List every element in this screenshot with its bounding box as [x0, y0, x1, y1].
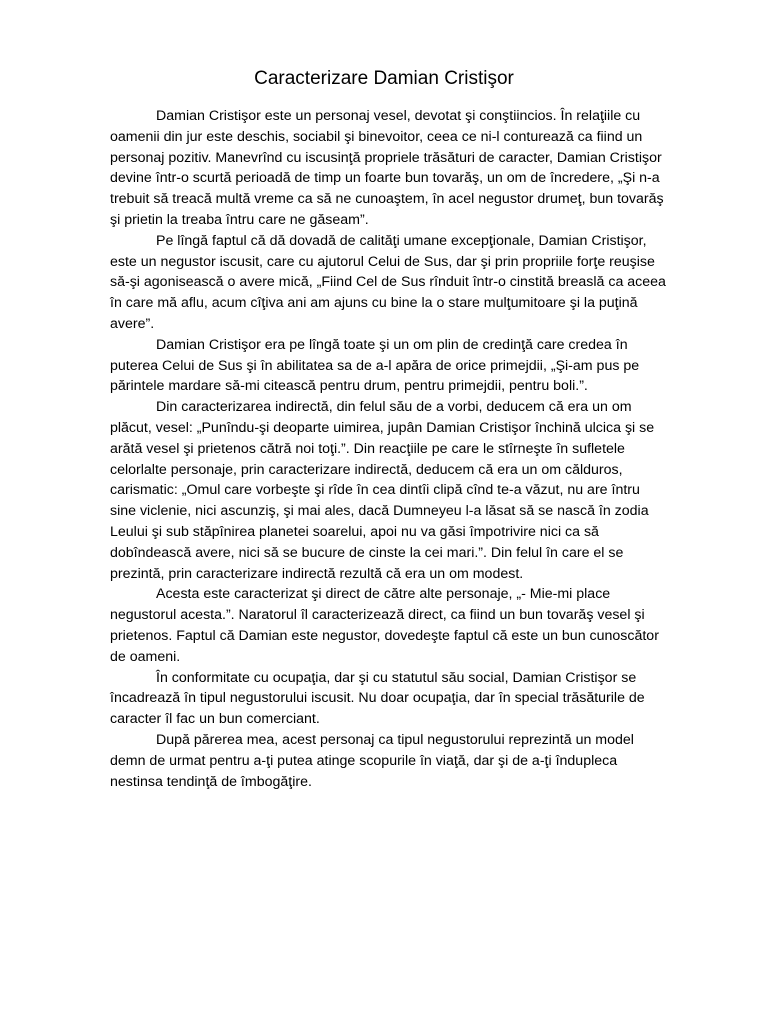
paragraph-4: Din caracterizarea indirectă, din felul său de a vorbi, deducem că era un om plăcut, vesel: „Punîndu-şi deoparte uimirea, jupân Damian Cristişor închină ulcica şi se arătă vesel şi prietenos cătră noi toţi.”. Din reacţiile pe care le stîrneşte în sufletele celorlalte personaje, prin caracterizare indirectă, deducem că era un om călduros, carismatic: „Omul care vorbeşte şi rîde în cea dintîi clipă cînd te-a văzut, nu are întru sine viclenie, nici ascunziş, şi mai ales, dacă Dumneyeu l-a lăsat să se nască în zodia Leului şi sub stăpînirea planetei soarelui, apoi nu va găsi împotrivire nici ca să dobîndească avere, nici să se bucure de cinste la cei mari.”. Din felul în care el se prezintă, prin caracterizare indirectă rezultă că era un om modest.	[110, 399, 655, 582]
paragraph-1: Damian Cristişor este un personaj vesel, devotat şi conştiincios. În relaţiile cu oamenii din jur este deschis, sociabil şi binevoitor, ceea ce ni-l conturează ca fiind un personaj pozitiv. Manevrînd cu iscusinţă propriele trăsături de caracter, Damian Cristişor devine într-o scurtă perioadă de timp un foarte bun tovarăş, un om de încredere, „Şi n-a trebuit să treacă multă vreme ca să ne cunoaştem, în acel negustor drumeţ, bun tovarăş şi prietin la treaba întru care ne găseam”.	[110, 108, 664, 228]
document-body	[110, 106, 666, 792]
paragraph-6: În conformitate cu ocupaţia, dar şi cu statutul său social, Damian Cristişor se încadrează în tipul negustorului iscusit. Nu doar ocupaţia, dar în special trăsăturile de caracter îl fac un bun comerciant.	[110, 669, 645, 728]
document-title: Caracterizare Damian Cristişor	[254, 68, 514, 89]
paragraph-7: După părerea mea, acest personaj ca tipul negustorului reprezintă un model demn de urmat pentru a-ţi putea atinge scopurile în viaţă, dar şi de a-ţi îndupleca nestinsa tendinţă de îmbogăţire.	[110, 731, 634, 790]
paragraph-5: Acesta este caracterizat şi direct de către alte personaje, „- Mie-mi place negustorul acesta.”. Naratorul îl caracterizează direct, ca fiind un bun tovarăş vesel şi prietenos. Faptul că Damian este negustor, dovedeşte faptul că este un bun cunoscător de oameni.	[110, 586, 659, 665]
paragraph-3: Damian Cristişor era pe lîngă toate şi un om plin de credinţă care credea în puterea Celui de Sus şi în abilitatea sa de a-l apăra de orice primejdii, „Şi-am pus pe părintele mardare să-mi citească pentru drum, pentru primejdii, pentru boli.”.	[110, 336, 640, 395]
paragraph-2: Pe lîngă faptul că dă dovadă de calităţi umane excepţionale, Damian Cristişor, este un negustor iscusit, care cu ajutorul Celui de Sus, dar şi prin propriile forţe reuşise să-şi agonisească o avere mică, „Fiind Cel de Sus rînduit într-o cinstită breaslă ca aceea în care mă aflu, acum cîţiva ani am ajuns cu bine la o stare mulţumitoare şi la puţină avere”.	[110, 232, 666, 332]
